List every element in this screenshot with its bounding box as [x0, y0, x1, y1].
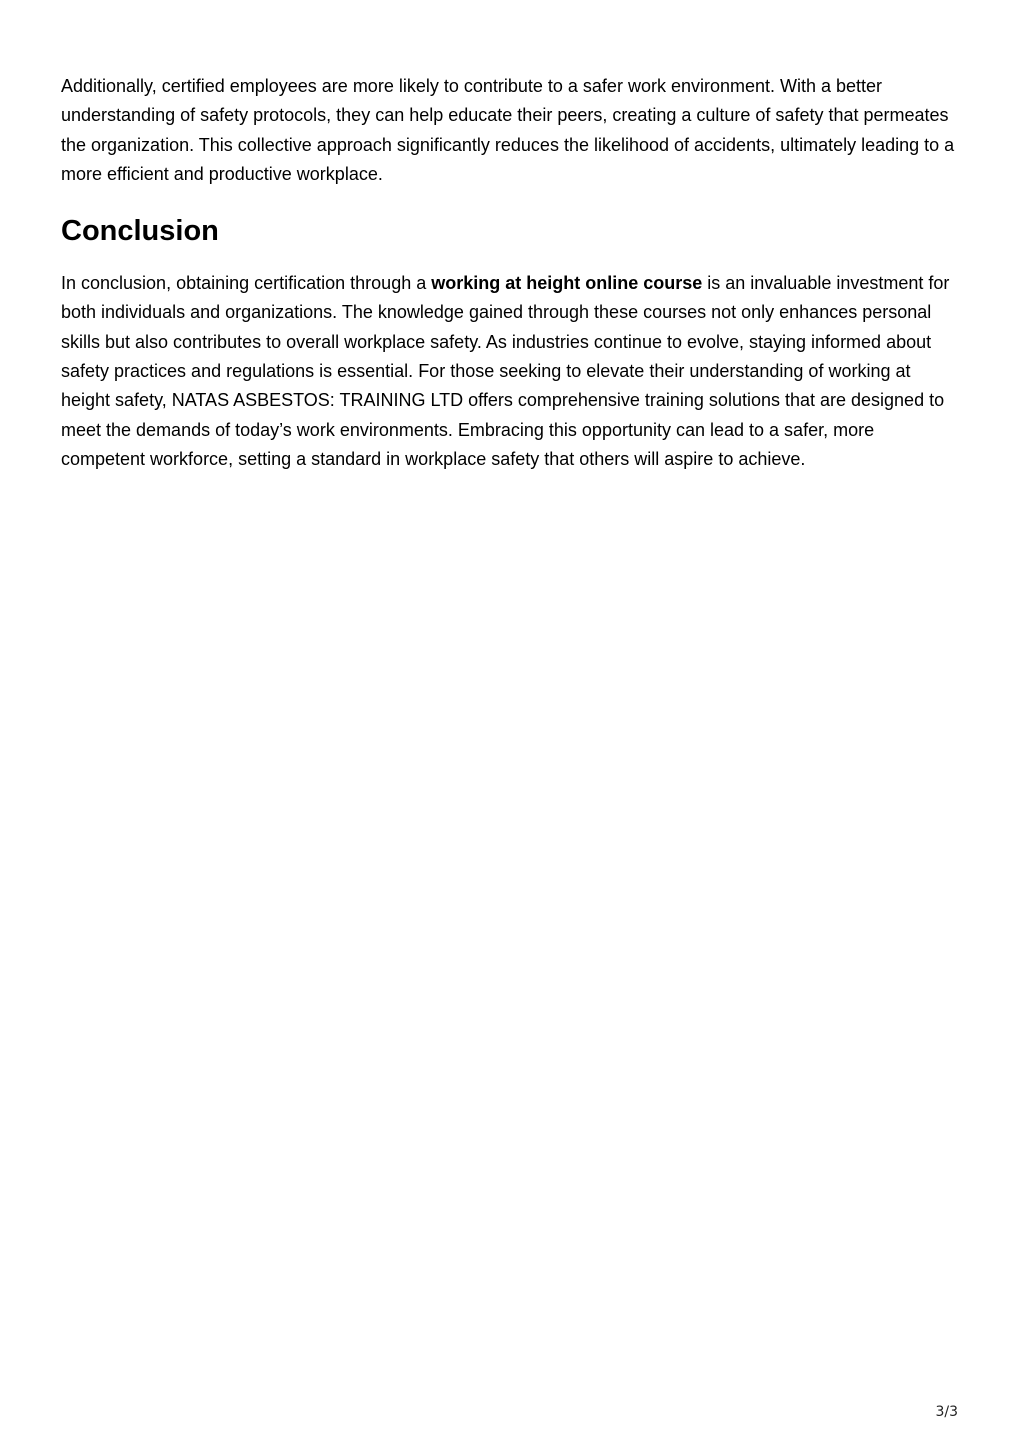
- intro-paragraph: Additionally, certified employees are more likely to contribute to a safer work environment. With a better understanding of safety protocols, they can help educate their peers, creating a culture of safety that permeates the organization. This collective approach significantly reduces the likelihood of accidents, ultimately leading to a more efficient and productive workplace.: [61, 76, 955, 184]
- conclusion-heading: Conclusion: [61, 215, 219, 248]
- conclusion-text-start: In conclusion, obtaining certification through a: [61, 273, 432, 294]
- conclusion-text-end: is an invaluable investment for both individuals and organizations. The knowledge gained through these courses not only enhances personal skills but also contributes to overall workplace safety. As industries continue to evolve, staying informed about safety practices and regulations is essential. For those seeking to elevate their understanding of working at height safety, NATAS ASBESTOS: TRAINING LTD offers comprehensive training solutions that are designed to meet the demands of today’s work environments. Embracing this opportunity can lead to a safer, more competent workforce, setting a standard in workplace safety that others will aspire to achieve.: [61, 273, 950, 469]
- conclusion-paragraph: [61, 269, 961, 474]
- course-keyword: working at height online course: [431, 273, 703, 294]
- page-content: [61, 72, 961, 474]
- page-number: 3/3: [935, 1404, 958, 1420]
